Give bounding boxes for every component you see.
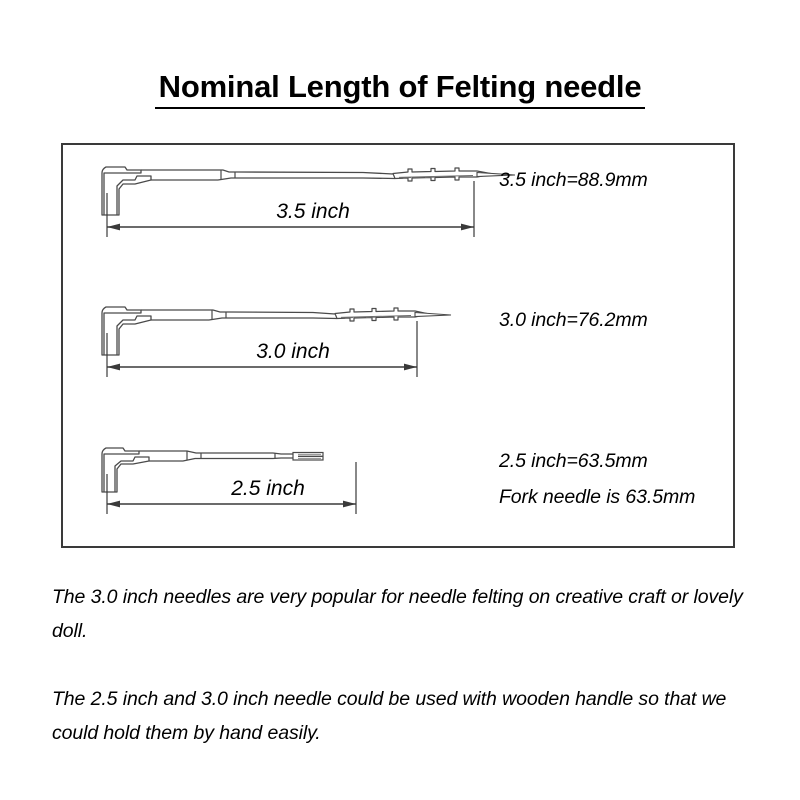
page-title: Nominal Length of Felting needle (155, 70, 646, 109)
dim-arrow-left-2-5 (107, 501, 120, 508)
needle-handle-3-5 (102, 167, 151, 215)
measure-label-3-5: 3.5 inch=88.9mm (499, 169, 648, 191)
needle-shaft-bottom-3-0 (151, 318, 337, 320)
dim-arrow-right-3-5 (461, 224, 474, 231)
needle-tip-3-0 (415, 313, 451, 317)
dim-arrow-left-3-0 (107, 364, 120, 371)
dim-arrow-right-2-5 (343, 501, 356, 508)
dimension-label-3-5: 3.5 inch (276, 200, 350, 223)
note-paragraph-1: The 3.0 inch needles are very popular for needle felting on creative craft or lovely doll. (52, 586, 743, 642)
measure-label-3-0: 3.0 inch=76.2mm (499, 309, 648, 331)
measure-label-fork-needle: Fork needle is 63.5mm (499, 486, 696, 508)
dim-arrow-right-3-0 (404, 364, 417, 371)
page-title-container (0, 70, 800, 109)
dimension-label-3-0: 3.0 inch (256, 340, 330, 363)
needle-handle-3-0 (102, 307, 151, 355)
needle-shaft-bottom-2-5 (149, 458, 293, 461)
needle-shaft-top-2-5 (139, 451, 293, 454)
dimension-label-2-5: 2.5 inch (231, 477, 305, 500)
needle-shaft-top-3-5 (141, 170, 393, 174)
note-paragraph-2: The 2.5 inch and 3.0 inch needle could be used with wooden handle so that we could hold them by hand easily. (52, 688, 727, 744)
needle-shaft-bottom-3-5 (151, 178, 395, 180)
needle-shaft-top-3-0 (141, 310, 335, 314)
measure-label-2-5: 2.5 inch=63.5mm (499, 450, 648, 472)
dim-arrow-left-3-5 (107, 224, 120, 231)
